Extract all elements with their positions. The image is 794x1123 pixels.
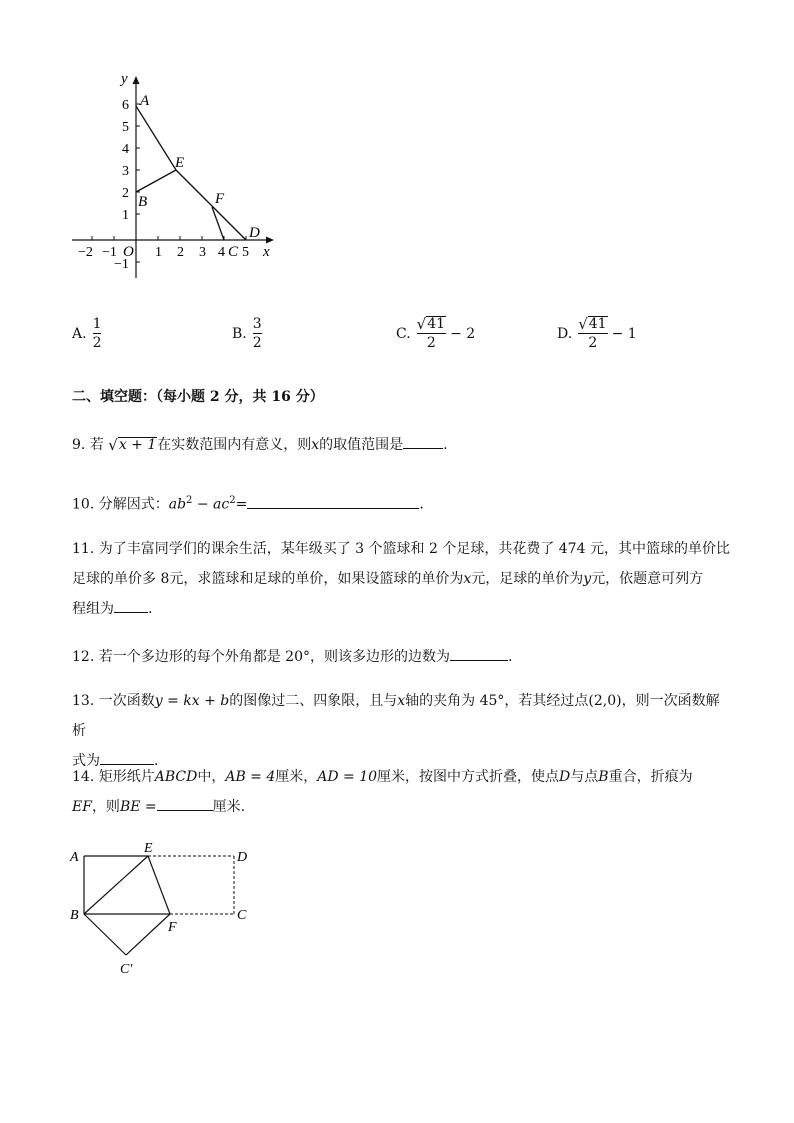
q14-line-1e: 与点	[570, 769, 599, 785]
q9-end: .	[443, 437, 448, 453]
q13-line-1	[72, 686, 732, 746]
q11-line-3-text: 程组为	[72, 601, 114, 617]
q14-line-1c: 厘米，	[275, 769, 318, 785]
x-axis-label: x	[263, 244, 270, 260]
q13-function: y = kx + b	[154, 693, 230, 709]
question-10	[72, 486, 424, 520]
y-tick-label: −1	[114, 257, 129, 272]
segment-CpF	[126, 914, 170, 955]
y-tick-label: 5	[122, 120, 129, 135]
q10-equals: =	[235, 496, 248, 513]
x-tick-label: −1	[102, 245, 117, 260]
q14-line-2a: ，则	[91, 799, 120, 815]
choice-a-numerator: 1	[92, 316, 102, 332]
q14-line-1b: 中，	[197, 769, 226, 785]
q14-line-2b: 厘米.	[212, 799, 246, 815]
choice-c-tail: − 2	[450, 325, 476, 342]
point-F-label: F	[215, 191, 225, 207]
point-E-label: E	[175, 155, 185, 171]
x-tick-label: 4	[218, 245, 225, 260]
q10-prefix: 10. 分解因式：	[72, 496, 169, 513]
origin-label: O	[123, 244, 134, 260]
section-title: 二、填空题：（每小题 2 分，共 16 分）	[72, 389, 324, 405]
q14-point-b: B	[598, 769, 609, 785]
choice-d-fraction	[578, 316, 607, 351]
q13-line-1a: 13. 一次函数	[72, 693, 155, 709]
q12-end: .	[507, 649, 513, 665]
q12-answer-blank[interactable]	[450, 646, 508, 661]
q11-line-2a: 足球的单价多 8元，求篮球和足球的单价，如果设篮球的单价为	[72, 571, 464, 587]
x-tick-label: 3	[199, 245, 206, 260]
q13-line-2-text: 式为	[72, 753, 100, 769]
choice-b-label: B.	[232, 325, 247, 342]
point-E-label: E	[144, 841, 153, 856]
y-tick-label: 2	[122, 186, 129, 201]
segment-BE	[136, 170, 176, 192]
y-tick-label: 3	[122, 164, 129, 179]
choice-b-numerator: 3	[252, 316, 262, 332]
choice-d-label: D.	[557, 325, 573, 342]
choice-d-sqrt: √ 41	[578, 315, 607, 333]
choice-c-radicand: 41	[427, 316, 446, 332]
q14-answer-blank[interactable]	[157, 796, 213, 811]
point-B-label: B	[70, 908, 79, 923]
point-Cprime-label: C′	[120, 962, 133, 977]
q11-line-2	[72, 564, 732, 594]
q10-exp-1: 2	[186, 495, 193, 506]
q13-line-1b: 的图像过二、四象限，且与	[229, 693, 398, 709]
q11-var-y: y	[583, 571, 592, 587]
q14-ef: EF	[72, 799, 92, 815]
q12-text: 12. 若一个多边形的每个外角都是 20°，则该多边形的边数为	[72, 649, 450, 665]
q10-term-a: ab	[168, 496, 187, 513]
x-axis-arrow	[266, 237, 274, 244]
q14-line-1a: 14. 矩形纸片	[72, 769, 155, 785]
q14-line-1f: 重合，折痕为	[608, 769, 693, 785]
q14-line-1d: 厘米，按图中方式折叠，使点	[377, 769, 560, 785]
choice-b-denominator: 2	[252, 335, 262, 351]
choice-c-denominator: 2	[426, 335, 436, 351]
q11-answer-blank[interactable]	[114, 598, 148, 613]
q14-rect-name: ABCD	[154, 769, 198, 785]
point-C-label: C	[237, 908, 247, 923]
q13-var-x: x	[397, 693, 406, 709]
point-F-label: F	[168, 920, 177, 935]
q11-line-3	[72, 594, 732, 624]
x-tick-label: −2	[78, 245, 93, 260]
q9-suffix: 的取值范围是	[319, 437, 404, 453]
question-11	[72, 534, 732, 624]
x-tick-label: 2	[177, 245, 184, 260]
q11-end: .	[148, 601, 153, 617]
q11-var-x: x	[463, 571, 472, 587]
y-tick-label: 4	[122, 142, 129, 157]
point-B-label: B	[138, 194, 148, 210]
choice-d-radicand: 41	[588, 316, 607, 332]
choice-b	[232, 316, 262, 351]
q11-line-2b: 元，足球的单价为	[471, 571, 584, 587]
segment-BCp	[84, 914, 126, 955]
choice-a-label: A.	[72, 325, 87, 342]
choice-d	[557, 316, 637, 351]
point-C-label: C	[228, 244, 239, 260]
q9-sqrt: √ x + 1	[108, 436, 157, 454]
segment-ED	[176, 170, 246, 240]
y-tick-label: 6	[122, 98, 129, 113]
q13-point: (2,0)	[588, 693, 622, 709]
point-A-label: A	[70, 850, 79, 865]
choice-c	[396, 316, 475, 351]
q9-mid: 在实数范围内有意义，则	[157, 437, 312, 453]
choice-a-fraction	[93, 316, 102, 351]
y-axis-label: y	[121, 71, 128, 87]
q14-point-d: D	[559, 769, 571, 785]
folding-figure	[60, 835, 270, 980]
choice-c-sqrt: √ 41	[416, 315, 446, 333]
choice-b-fraction	[253, 316, 262, 351]
q11-line-1: 11. 为了丰富同学们的课余生活，某年级买了 3 个篮球和 2 个足球，共花费了 474 元，其中篮球的单价比	[72, 541, 730, 557]
choice-a-denominator: 2	[92, 335, 102, 351]
point-A-label: A	[140, 93, 150, 109]
q14-ad: AD = 10	[317, 769, 378, 785]
q10-term-b: − ac	[192, 496, 230, 513]
q14-ab: AB = 4	[225, 769, 276, 785]
choice-d-denominator: 2	[588, 335, 598, 351]
q10-exp-2: 2	[229, 495, 236, 506]
choice-c-label: C.	[396, 325, 411, 342]
y-axis-arrow	[133, 76, 140, 84]
y-tick-label: 1	[122, 208, 129, 223]
point-D-label: D	[249, 225, 260, 241]
x-tick-label: 5	[242, 245, 249, 260]
question-14	[72, 762, 732, 822]
q10-end: .	[419, 496, 424, 513]
q13-end: .	[154, 753, 159, 769]
question-9	[72, 430, 448, 460]
q14-line-1	[72, 762, 732, 792]
q9-prefix: 9. 若	[72, 437, 104, 453]
q11-line-2c: 元，依题意可列方	[591, 571, 704, 587]
q13-line-1c: 轴的夹角为 45°，若其经过点	[405, 693, 589, 709]
q9-answer-blank[interactable]	[403, 434, 443, 449]
question-12	[72, 642, 512, 672]
q13-line-1d: ，则一次函数解析	[72, 693, 720, 739]
segment-EF	[148, 856, 170, 914]
q10-answer-blank[interactable]	[247, 494, 419, 509]
q9-var: x	[311, 437, 320, 453]
choice-a	[72, 316, 101, 351]
q14-be: BE =	[119, 799, 157, 815]
point-D-label: D	[237, 850, 248, 865]
coordinate-graph	[60, 60, 290, 290]
choice-d-tail: − 1	[611, 325, 637, 342]
q14-line-2	[72, 792, 732, 822]
segment-BE	[84, 856, 148, 914]
q9-radicand: x + 1	[118, 437, 157, 453]
x-tick-label: 1	[155, 245, 162, 260]
choice-c-fraction	[417, 316, 446, 351]
segment-AE	[136, 106, 176, 170]
